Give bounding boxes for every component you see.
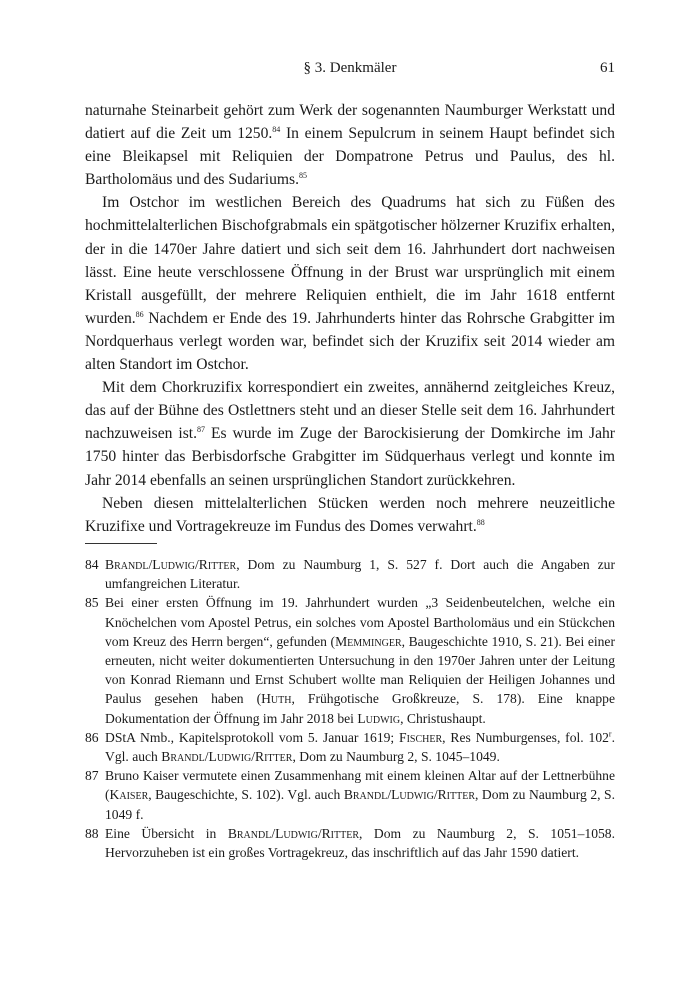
footnote-text: , Dom zu Naumburg 2, S. 1049 f.	[105, 787, 615, 822]
author-name: Ludwig	[357, 710, 401, 726]
text-run: Neben diesen mittelalterlichen Stücken werden noch mehrere neuzeitliche Kruzifixe und Vortragekreuze im Fundus des Domes verwahrt.	[85, 494, 615, 535]
paragraph-4	[85, 492, 615, 538]
author-name: Fischer	[399, 729, 443, 745]
footnote-text: , Christushaupt.	[400, 710, 486, 726]
author-name: Brandl/Ludwig/Ritter	[227, 825, 360, 841]
author-name: Brandl/Ludwig/Ritter	[105, 557, 237, 572]
footnote-text: Bruno Kaiser vermutete einen Zusammenhang mit einem kleinen Altar auf der Lettnerbühne (	[105, 768, 615, 803]
author-name: Memminger	[335, 633, 402, 649]
text-run: Im Ostchor im westlichen Bereich des Quadrums hat sich zu Füßen des hochmittelalterlichen Bischofgrabmals ein spätgotischer hölzerner Kruzifix erhalten, der in die 1470er Jahre datiert und sich seit dem 16. Jahrhundert dort nachweisen lässt. Eine heute verschlossene Öffnung in der Brust war ursprünglich mit einem Kristall ausgefüllt, der mehrere Reliquien enthielt, die im Jahr 1618 entfernt wurden.	[85, 194, 615, 327]
footnote-ref-88[interactable]: 88	[476, 517, 485, 527]
author-name: Brandl/Ludwig/Ritter	[161, 749, 293, 765]
footnote-86	[85, 728, 615, 766]
footnote-ref-84[interactable]: 84	[272, 124, 281, 134]
footnote-text: , Baugeschichte, S. 102). Vgl. auch	[148, 787, 344, 803]
footnote-text: Eine Übersicht in	[105, 825, 228, 841]
text-run: naturnahe Steinarbeit gehört zum Werk der sogenannten Naumburger Werkstatt und datiert auf die Zeit um 1250.	[85, 102, 615, 143]
footnote-text: DStA Nmb., Kapitelsprotokoll vom 5. Januar 1619;	[105, 729, 400, 745]
running-head	[85, 60, 615, 80]
text-run: Mit dem Chorkruzifix korrespondiert ein zweites, annähernd zeitgleiches Kreuz, das auf der Bühne des Ostlettners steht und an dieser Stelle seit dem 16. Jahrhundert nachzuweisen ist.	[85, 379, 615, 443]
footnote-text: , Baugeschichte 1910, S. 21). Bei einer erneuten, nicht weiter dokumentierten Untersuchung in den 1970er Jahren unter der Leitung von Konrad Riemann und Ernst Schubert wollte man Reliquien der Heiligen Johannes und Paulus gesehen haben (	[105, 633, 615, 707]
footnote-text: . Vgl. auch	[105, 729, 615, 765]
footnote-ref-87[interactable]: 87	[197, 425, 206, 435]
main-text	[85, 99, 615, 538]
folio-recto-mark: r	[608, 729, 612, 739]
footnote-number: 84	[85, 557, 99, 572]
footnotes	[85, 555, 615, 862]
author-name: Brandl/Ludwig/Ritter	[343, 787, 476, 803]
text-run: Nachdem er Ende des 19. Jahrhunderts hinter das Rohrsche Grabgitter im Nordquerhaus verlegt worden war, befindet sich der Kruzifix seit 2014 wieder am alten Standort im Ostchor.	[85, 309, 615, 374]
footnote-number: 87	[85, 768, 99, 784]
footnote-text: , Frühgotische Großkreuze, S. 178). Eine knappe Dokumentation der Öffnung im Jahr 2018 bei	[105, 691, 615, 726]
footnote-number: 85	[85, 595, 99, 611]
footnote-88	[85, 824, 615, 862]
text-run: Es wurde im Zuge der Barockisierung der Domkirche im Jahr 1750 hinter das Berbisdorfsche Grabgitter im Südquerhaus verlegt und konnte im Jahr 2014 ebenfalls an seinen ursprünglichen Standort zurückkehren.	[85, 425, 615, 489]
footnote-85	[85, 593, 615, 727]
footnote-text: , Dom zu Naumburg 1, S. 527 f. Dort auch die Angaben zur umfangreichen Literatur.	[105, 557, 615, 592]
footnote-ref-85[interactable]: 85	[298, 171, 307, 181]
paragraph-1	[85, 99, 615, 191]
footnote-84	[85, 555, 615, 593]
footnote-text: Bei einer ersten Öffnung im 19. Jahrhundert wurden „3 Seidenbeutelchen, welche ein Knöchelchen vom Apostel Petrus, ein solches vom Apostel Bartholomäus und ein Stückchen vom Kreuz des Herrn bergen“, gefunden (	[105, 595, 615, 649]
author-name: Kaiser	[109, 787, 149, 803]
author-name: Huth	[261, 691, 292, 707]
footnote-number: 88	[85, 825, 99, 841]
paragraph-3	[85, 376, 615, 491]
page-number: 61	[600, 60, 615, 76]
text-run: In einem Sepulcrum in seinem Haupt befindet sich eine Bleikapsel mit Reliquien der Dompatrone Petrus und Paulus, des hl. Bartholomäus und des Sudariums.	[85, 125, 615, 189]
footnote-text: , Dom zu Naumburg 2, S. 1051–1058. Hervorzuheben ist ein großes Vortragekreuz, das inschriftlich auf das Jahr 1590 datiert.	[105, 825, 615, 861]
footnote-87	[85, 766, 615, 824]
footnote-text: , Res Numburgenses, fol. 102	[442, 729, 609, 745]
footnote-divider	[85, 543, 157, 544]
running-head-title: § 3. Denkmäler	[303, 60, 397, 76]
footnote-text: , Dom zu Naumburg 2, S. 1045–1049.	[292, 749, 500, 765]
paragraph-2	[85, 191, 615, 376]
footnote-number: 86	[85, 729, 99, 745]
footnote-ref-86[interactable]: 86	[135, 309, 144, 319]
